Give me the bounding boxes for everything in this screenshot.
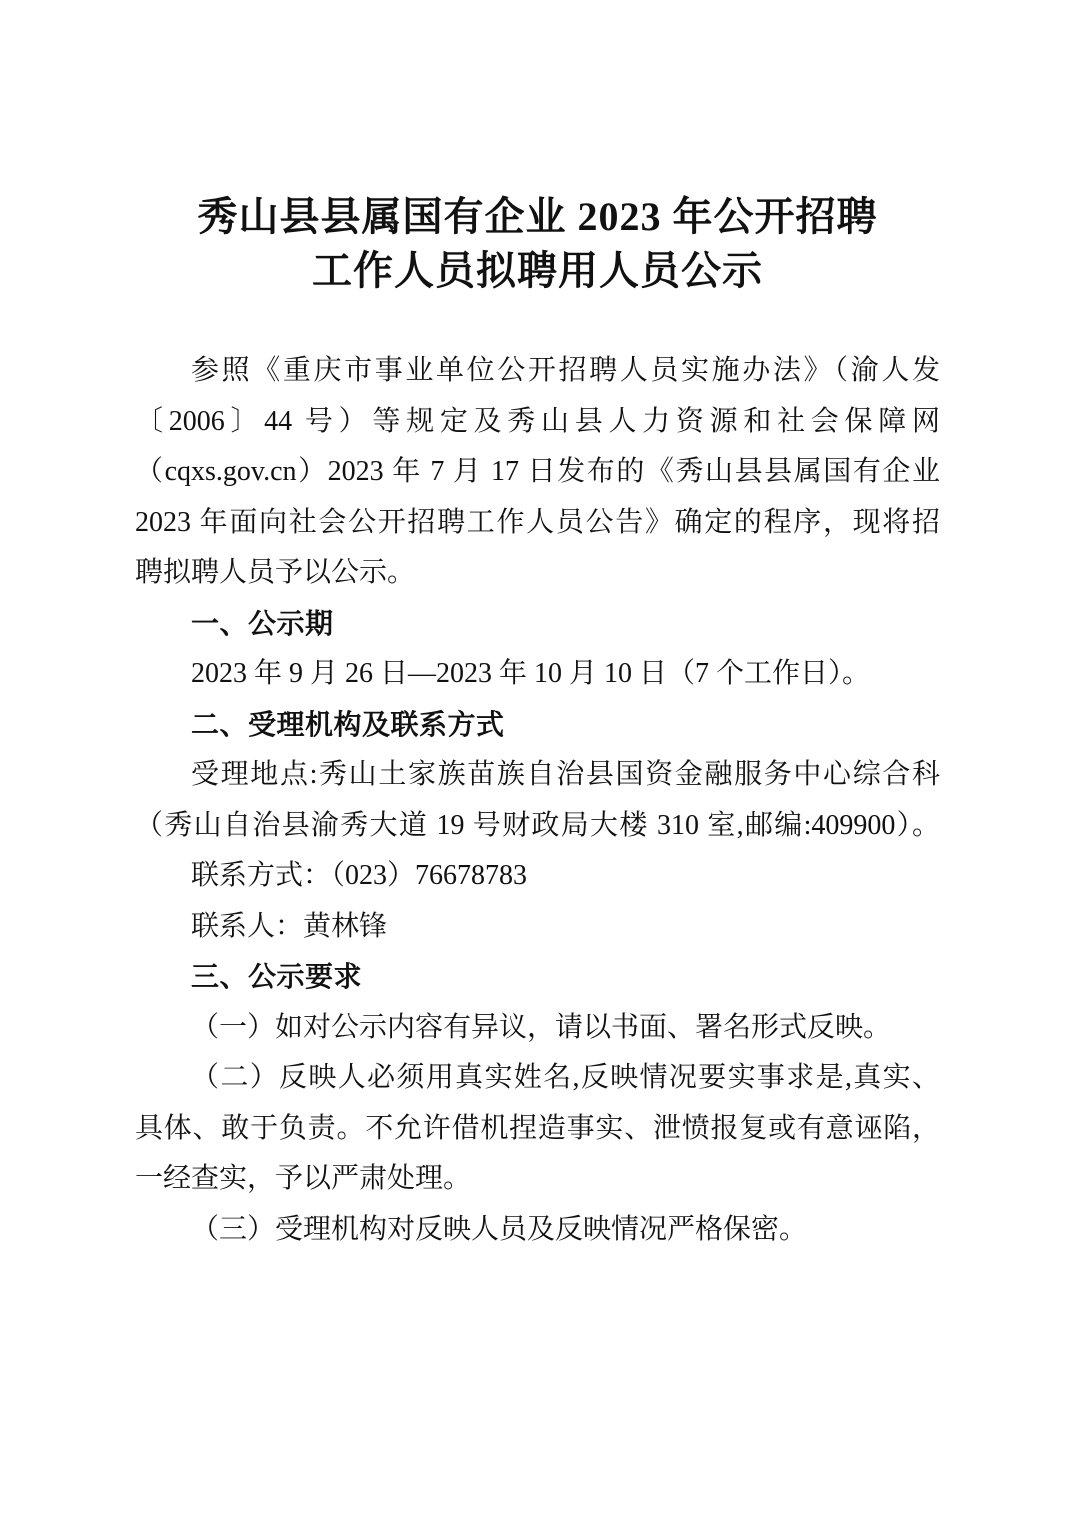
paragraph-intro-line: 聘拟聘人员予以公示。 xyxy=(135,557,416,588)
paragraph-intro-line: （cqxs.gov.cn）2023 年 7 月 17 日发布的《秀山县县属国有企业 xyxy=(135,456,940,487)
publicity-period-dates: 2023 年 9 月 26 日—2023 年 10 月 10 日（7 个工作日）。 xyxy=(191,658,871,689)
paragraph-intro-line: 〔2006〕44 号）等规定及秀山县人力资源和社会保障网 xyxy=(135,405,940,437)
document-title-line-2: 工作人员拟聘用人员公示 xyxy=(312,248,763,293)
requirement-item-line: （三）受理机构对反映人员及反映情况严格保密。 xyxy=(191,1213,808,1245)
requirement-item-line: （一）如对公示内容有异议，请以书面、署名形式反映。 xyxy=(191,1011,892,1043)
section-heading-contact: 二、受理机构及联系方式 xyxy=(191,708,505,740)
contact-address-line: （秀山自治县渝秀大道 19 号财政局大楼 310 室,邮编:409900）。 xyxy=(135,809,940,841)
paragraph-intro-line: 2023 年面向社会公开招聘工作人员公告》确定的程序，现将招 xyxy=(135,506,940,538)
section-heading-requirements: 三、公示要求 xyxy=(191,961,363,992)
section-heading-publicity-period: 一、公示期 xyxy=(191,607,334,639)
contact-address-line: 受理地点:秀山土家族苗族自治县国资金融服务中心综合科 xyxy=(191,759,940,790)
contact-person-line: 联系人：黄林锋 xyxy=(191,910,388,942)
paragraph-intro-line: 参照《重庆市事业单位公开招聘人员实施办法》（渝人发 xyxy=(191,355,940,386)
contact-phone-line: 联系方式：（023）76678783 xyxy=(191,860,528,891)
requirement-item-line: 具体、敢于负责。不允许借机捏造事实、泄愤报复或有意诬陷， xyxy=(135,1112,940,1144)
requirement-item-line: 一经查实，予以严肃处理。 xyxy=(135,1163,472,1194)
document-title-line-1: 秀山县县属国有企业 2023 年公开招聘 xyxy=(197,194,878,239)
document-body xyxy=(135,346,940,1255)
document-title xyxy=(135,0,940,298)
requirement-item-line: （二）反映人必须用真实姓名,反映情况要实事求是,真实、 xyxy=(191,1062,940,1093)
